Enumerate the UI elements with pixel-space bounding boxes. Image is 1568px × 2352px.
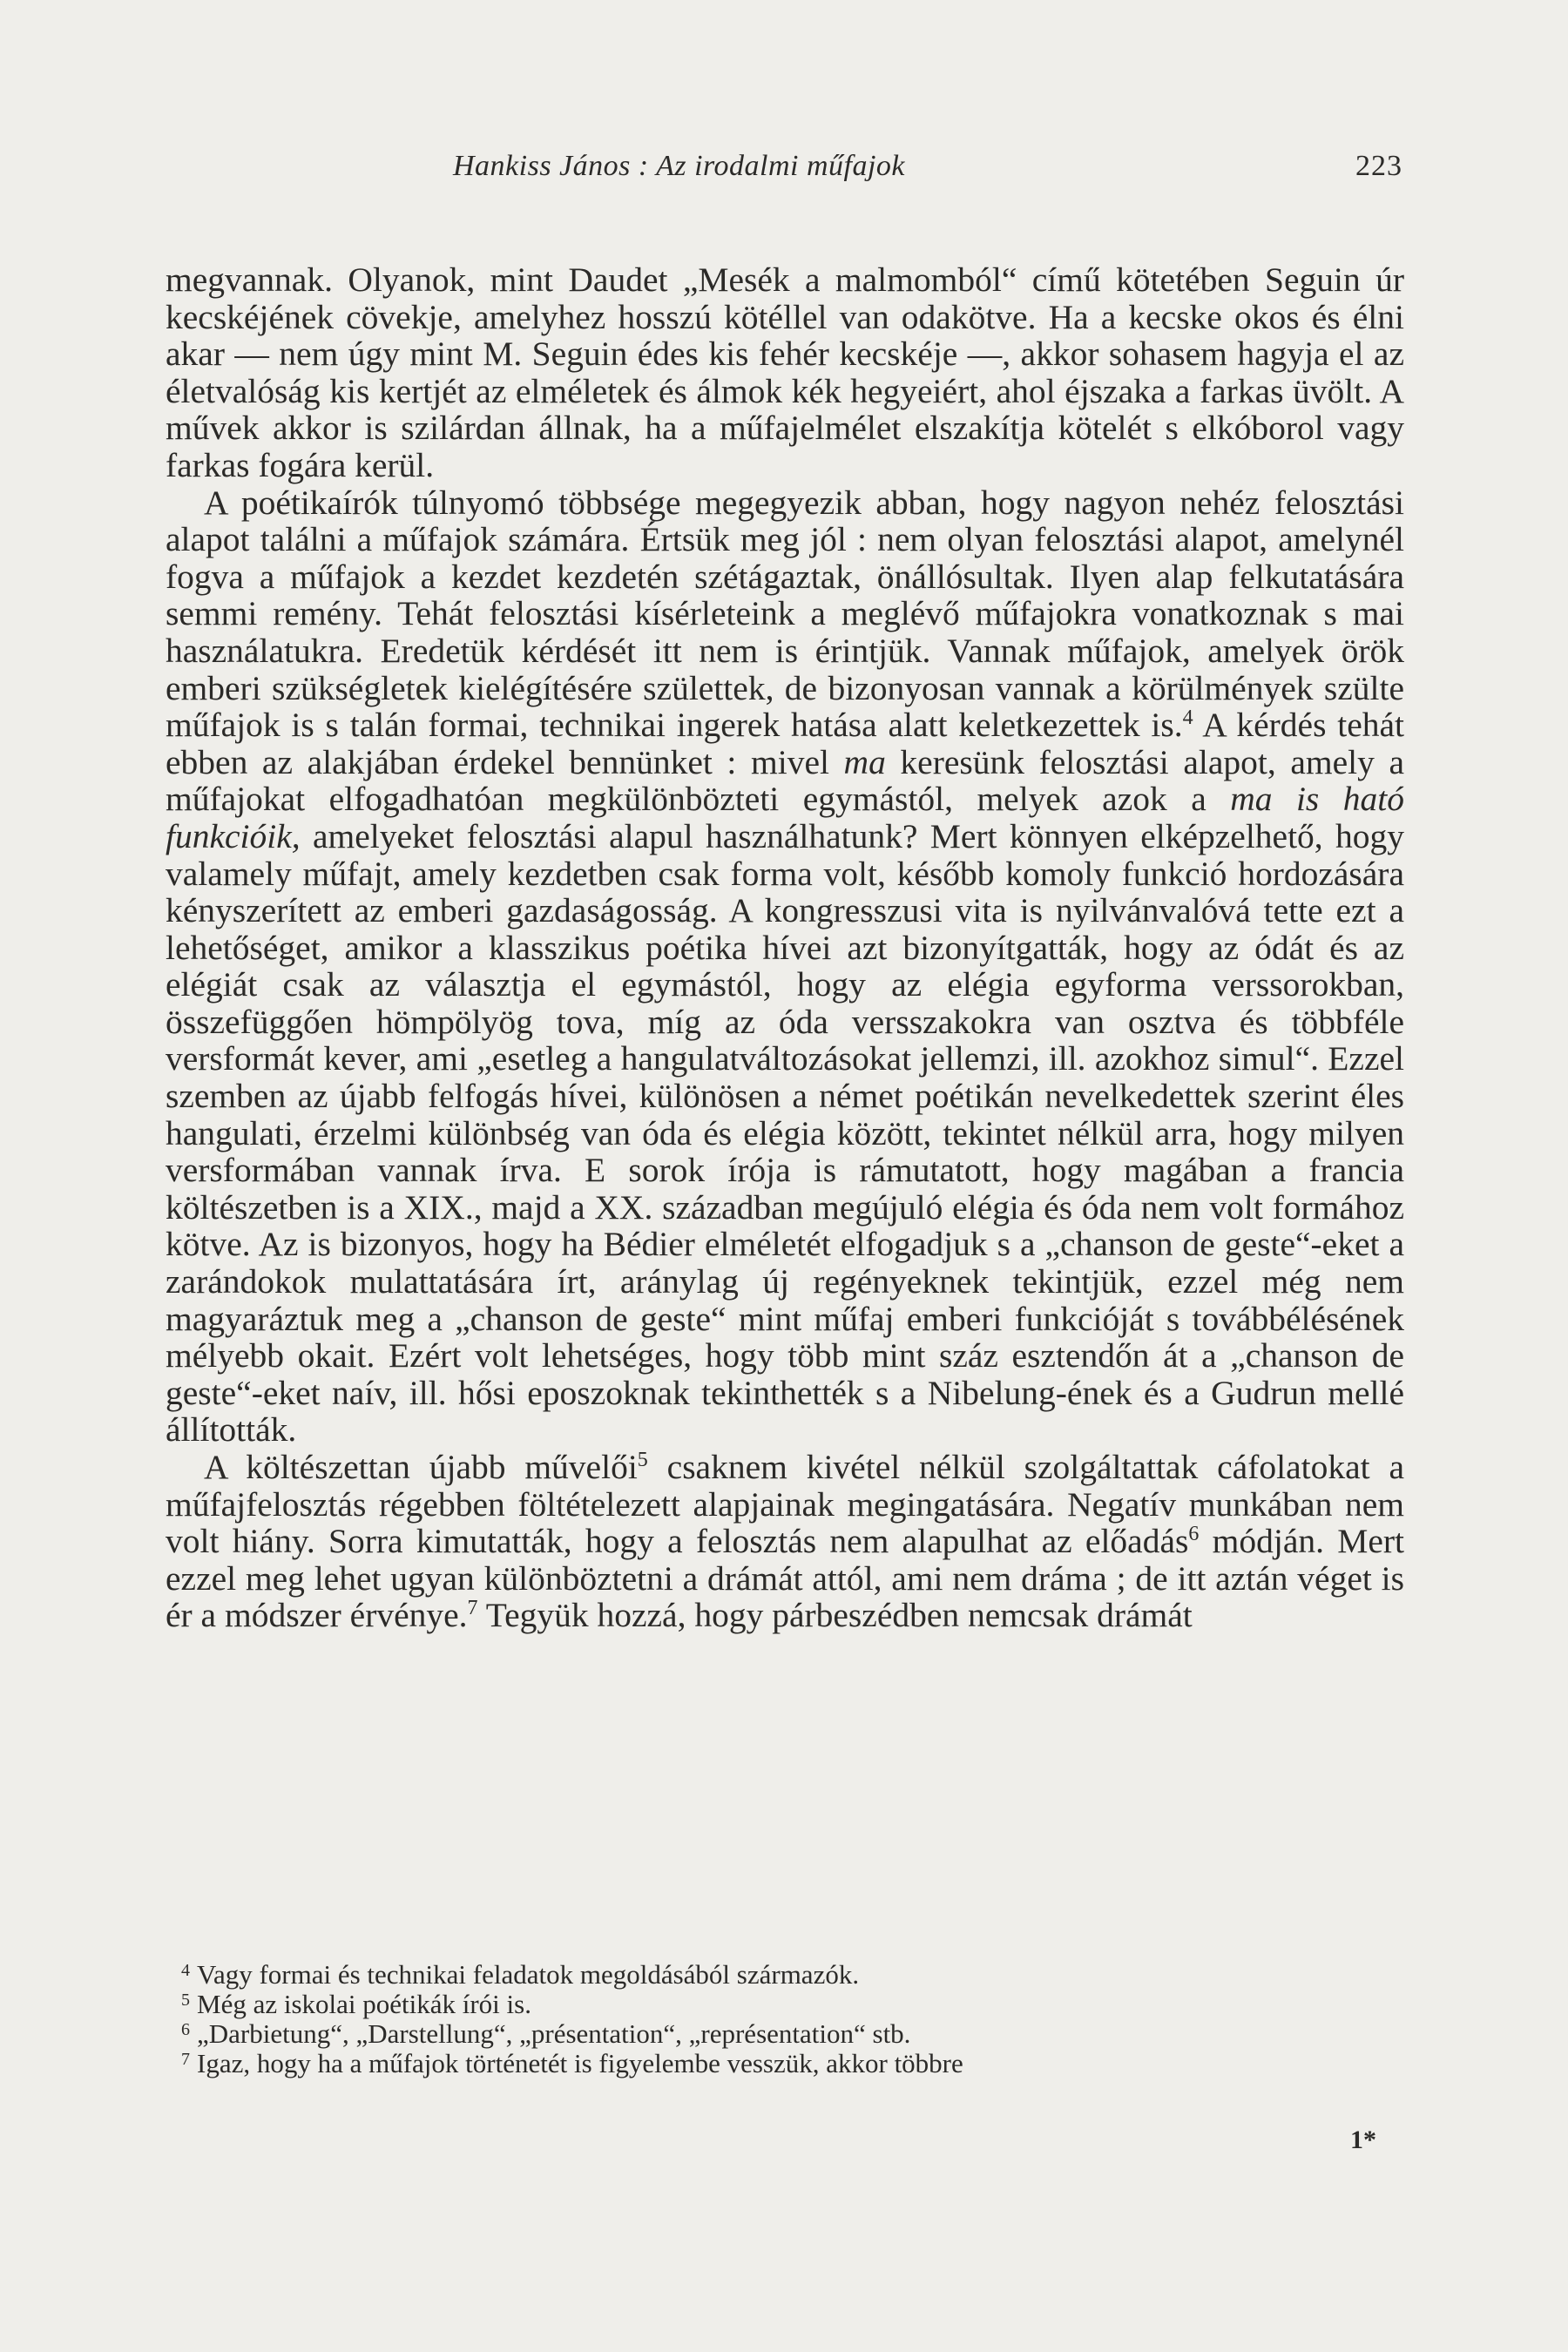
running-head xyxy=(0,150,1568,193)
footnote: $^7$ Igaz, hogy ha a műfajok történetét is figyelembe vesszük, akkor többre xyxy=(181,2048,963,2078)
printer-signature: 1* xyxy=(1350,2126,1376,2154)
paragraph-2: A poétikaírók túlnyomó többsége megegyezik abban, hogy nagyon nehéz felosztási alapot találni a műfajok számára. Értsük meg jól : nem olyan felosztási alapot, amelynél fogva a műfajok a kezdet kezdetén szétágaztak, önállósultak. Ilyen alap felkutatására semmi remény. Tehát felosztási kísérleteink a meglévő műfajokra vonatkoznak s mai használatukra. Eredetük kérdését itt nem is érintjük. Vannak műfajok, amelyek örök emberi szükségletek kielégítésére születtek, de bizonyosan vannak a körülmények szülte műfajok is s talán formai, technikai ingerek hatása alatt keletkezettek is.$^4$ A kérdés tehát ebben az alakjában érdekel bennünket : mivel ma keresünk felosztási alapot, amely a műfajokat elfogadhatóan megkülönbözteti egymástól, melyek azok a ma is ható funkcióik, amelyeket felosztási alapul használhatunk? Mert könnyen elképzelhető, hogy valamely műfajt, amely kezdetben csak forma volt, később komoly funkció hordozására kényszerített az emberi gazdaságosság. A kongresszusi vita is nyilvánvalóvá tette ezt a lehetőséget, amikor a klasszikus poétika hívei azt bizonyítgatták, hogy az ódát és az elégiát csak az választja el egymástól, hogy az elégia egyforma verssorokban, összefüggően hömpölyög tova, míg az óda versszakokra van osztva és többféle versformát kever, ami „esetleg a hangulatváltozásokat jellemzi, ill. azokhoz simul“. Ezzel szemben az újabb felfogás hívei, különösen a német poétikán nevelkedettek szerint éles hangulati, érzelmi különbség van óda és elégia között, tekintet nélkül arra, hogy milyen versformában vannak írva. E sorok írója is rámutatott, hogy magában a francia költészetben is a XIX., majd a XX. században megújuló elégia és óda nem volt formához kötve. Az is bizonyos, hogy ha Bédier elméletét elfogadjuk s a „chanson de geste“-eket a zarándokok mulattatására írt, aránylag új regényeknek tekintjük, ezzel még nem magyaráztuk meg a „chanson de geste“ mint műfaj emberi funkcióját s továbbélésének mélyebb okait. Ezért volt lehetséges, hogy több mint száz esztendőn át a „chanson de geste“-eket naív, ill. hősi eposzoknak tekinthették s a Nibelung-ének és a Gudrun mellé állították. xyxy=(166,483,1404,1450)
footnote-ref-7: 7 xyxy=(467,1597,478,1620)
paragraph-3: A költészettan újabb művelői$^5$ csaknem kivétel nélkül szolgáltattak cáfolatokat a műfajfelosztás régebben föltételezett alapjainak megingatására. Negatív munkában nem volt hiány. Sorra kimutatták, hogy a felosztás nem alapulhat az előadás$^6$ módján. Mert ezzel meg lehet ugyan különböztetni a drámát attól, ami nem dráma ; de itt aztán véget is ér a módszer érvénye.$^7$ Tegyük hozzá, hogy párbeszédben nemcsak drámát xyxy=(166,1448,1405,1635)
emphasis-functions: ma is ható funkcióik, xyxy=(166,780,1404,855)
paragraph-1: megvannak. Olyanok, mint Daudet „Mesék a malmomból“ című kötetében Seguin úr kecskéjének cövekje, amelyhez hosszú kötéllel van odakötve. Ha a kecske okos és élni akar — nem úgy mint M. Seguin édes kis fehér kecskéje —, akkor sohasem hagyja el az életvalóság kis kertjét az elméletek és álmok kék hegyeiért, ahol éjszaka a farkas üvölt. A művek akkor is szilárdan állnak, ha a műfajelmélet elszakítja kötelét s elkóborol vagy farkas fogára kerül. xyxy=(166,260,1404,484)
footnote: $^4$ Vagy formai és technikai feladatok megoldásából származók. xyxy=(181,1959,860,1990)
footnotes xyxy=(166,1960,1404,2078)
emphasis-ma: ma xyxy=(843,742,886,781)
footnote: $^5$ Még az iskolai poétikák írói is. xyxy=(181,1989,531,2019)
body-text xyxy=(166,261,1404,1634)
running-title: Hankiss János : Az irodalmi műfajok xyxy=(453,150,905,182)
page-number: 223 xyxy=(1355,150,1402,182)
footnote-ref-4: 4 xyxy=(1182,706,1193,730)
footnote: $^6$ „Darbietung“, „Darstellung“, „présentation“, „représentation“ stb. xyxy=(181,2018,911,2049)
footnote-ref-5: 5 xyxy=(637,1449,648,1471)
footnote-ref-6: 6 xyxy=(1188,1523,1200,1546)
